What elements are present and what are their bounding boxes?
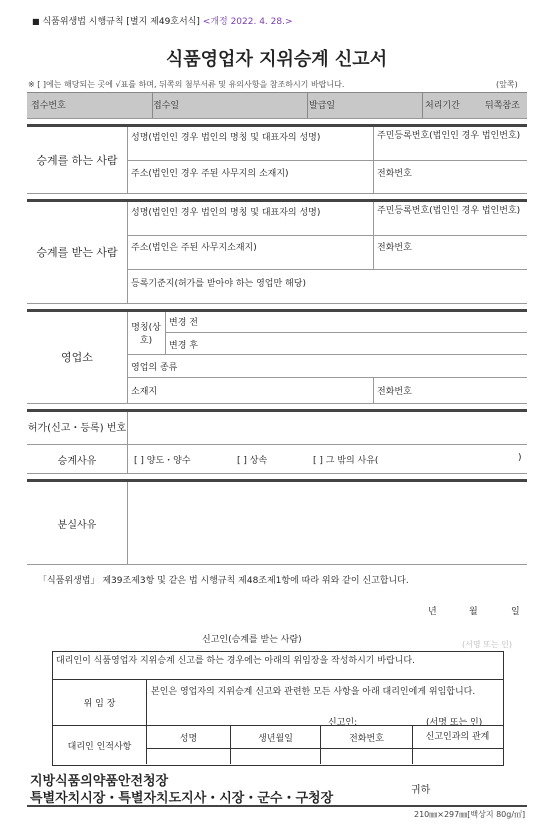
date-month-label: 월 (469, 607, 478, 617)
loss-reason-field[interactable] (128, 482, 526, 563)
proxy-sign-placeholder[interactable]: (서명 또는 인) (426, 718, 483, 728)
transferee-name-field[interactable]: 성명(법인인 경우 법인의 명칭 및 대표자의 성명) (131, 208, 321, 218)
receipt-number-label: 접수번호 (31, 101, 66, 111)
transferor-phone-field[interactable]: 전화번호 (377, 169, 412, 179)
business-location-field[interactable]: 소재지 (131, 387, 158, 397)
transferee-section-label: 승계를 받는 사람 (36, 246, 118, 259)
paper-spec: 210㎜×297㎜[백상지 80g/㎡] (414, 810, 526, 819)
declarant-label: 신고인(승계를 받는 사람) (202, 635, 302, 645)
succession-option-inheritance[interactable]: [ ] 상속 (237, 456, 268, 466)
transferor-name-field[interactable]: 성명(법인인 경우 법인의 명칭 및 대표자의 성명) (131, 133, 321, 143)
power-of-attorney-label: 위 임 장 (83, 699, 116, 709)
business-type-field[interactable]: 영업의 종류 (131, 363, 178, 373)
recipient-line-2: 특별자치시장・특별자치도지사・시장・군수・구청장 (30, 791, 334, 806)
honorific: 귀하 (411, 785, 431, 796)
date-year-label: 년 (428, 607, 437, 617)
loss-reason-label: 분실사유 (57, 519, 97, 531)
revision-note: <개정 2022. 4. 28.> (202, 17, 293, 27)
power-of-attorney-text: 본인은 영업자의 지위승계 신고와 관련한 모든 사항을 아래 대리인에게 위임합니다. (151, 687, 476, 697)
agent-col-birthdate: 생년월일 (258, 733, 293, 744)
recipient-line-1: 지방식품의약품안전청장 (30, 774, 169, 789)
succession-option-other[interactable]: [ ] 그 밖의 사유( (313, 456, 379, 466)
business-section-label: 영업소 (61, 351, 93, 364)
transferee-phone-field[interactable]: 전화번호 (377, 243, 412, 253)
permit-number-field[interactable] (128, 412, 526, 443)
page-title: 식품영업자 지위승계 신고서 (165, 49, 388, 70)
succession-reason-label: 승계사유 (57, 455, 97, 467)
proxy-intro-text: 대리인이 식품영업자 지위승계 신고를 하는 경우에는 아래의 위임장을 작성하시기 바랍니다. (56, 656, 415, 666)
law-reference: ■ 식품위생법 시행규칙 [별지 제49호서식] <개정 2022. 4. 28.> (32, 17, 293, 27)
agent-col-phone: 전화번호 (349, 733, 384, 744)
agent-col-name: 성명 (179, 733, 198, 744)
date-day-label: 일 (511, 607, 520, 617)
processing-period-label: 처리기간 (425, 101, 460, 111)
agent-col-relation: 신고인과의 관계 (425, 731, 490, 742)
proxy-declarant-label: 신고인: (328, 718, 358, 728)
transferee-reg-no-field[interactable]: 주민등록번호(법인인 경우 법인번호) (377, 206, 521, 216)
transferor-address-field[interactable]: 주소(법인인 경우 주된 사무지의 소재지) (131, 169, 289, 179)
receipt-bar (27, 92, 527, 119)
business-name-after-field[interactable]: 변경 후 (169, 341, 198, 351)
transferor-reg-no-field[interactable]: 주민등록번호(법인인 경우 법인번호) (377, 131, 521, 141)
permit-number-label: 허가(신고・등록) 번호 (27, 422, 127, 434)
receipt-date-label: 접수일 (153, 101, 180, 111)
issue-date-label: 발급일 (309, 101, 336, 111)
agent-info-label: 대리인 인적사항 (67, 741, 132, 752)
instruction-note: ※ [ ]에는 해당되는 곳에 √표를 하며, 뒤쪽의 첨부서류 및 유의사항을 참조하시기 바랍니다. (28, 80, 345, 89)
business-name-label: 명칭(상호) (131, 323, 161, 346)
declarant-sign-placeholder[interactable]: (서명 또는 인) (462, 640, 512, 649)
succession-option-transfer[interactable]: [ ] 양도・양수 (134, 456, 191, 466)
transferee-registry-field[interactable]: 등록기준지(허가를 받아야 하는 영업만 해당) (131, 279, 306, 289)
processing-period-value: 뒤쪽참조 (485, 101, 520, 111)
square-bullet-icon: ■ (32, 17, 40, 26)
declaration-text: 「식품위생법」 제39조제3항 및 같은 법 시행규칙 제48조제1항에 따라 위와 같이 신고합니다. (38, 576, 409, 586)
transferee-address-field[interactable]: 주소(법인은 주된 사무지소재지) (131, 243, 257, 253)
front-mark: (앞쪽) (496, 80, 518, 89)
business-name-before-field[interactable]: 변경 전 (169, 318, 198, 328)
succession-other-close: ) (518, 453, 522, 463)
transferor-section-label: 승계를 하는 사람 (36, 153, 118, 167)
business-phone-field[interactable]: 전화번호 (377, 387, 412, 397)
